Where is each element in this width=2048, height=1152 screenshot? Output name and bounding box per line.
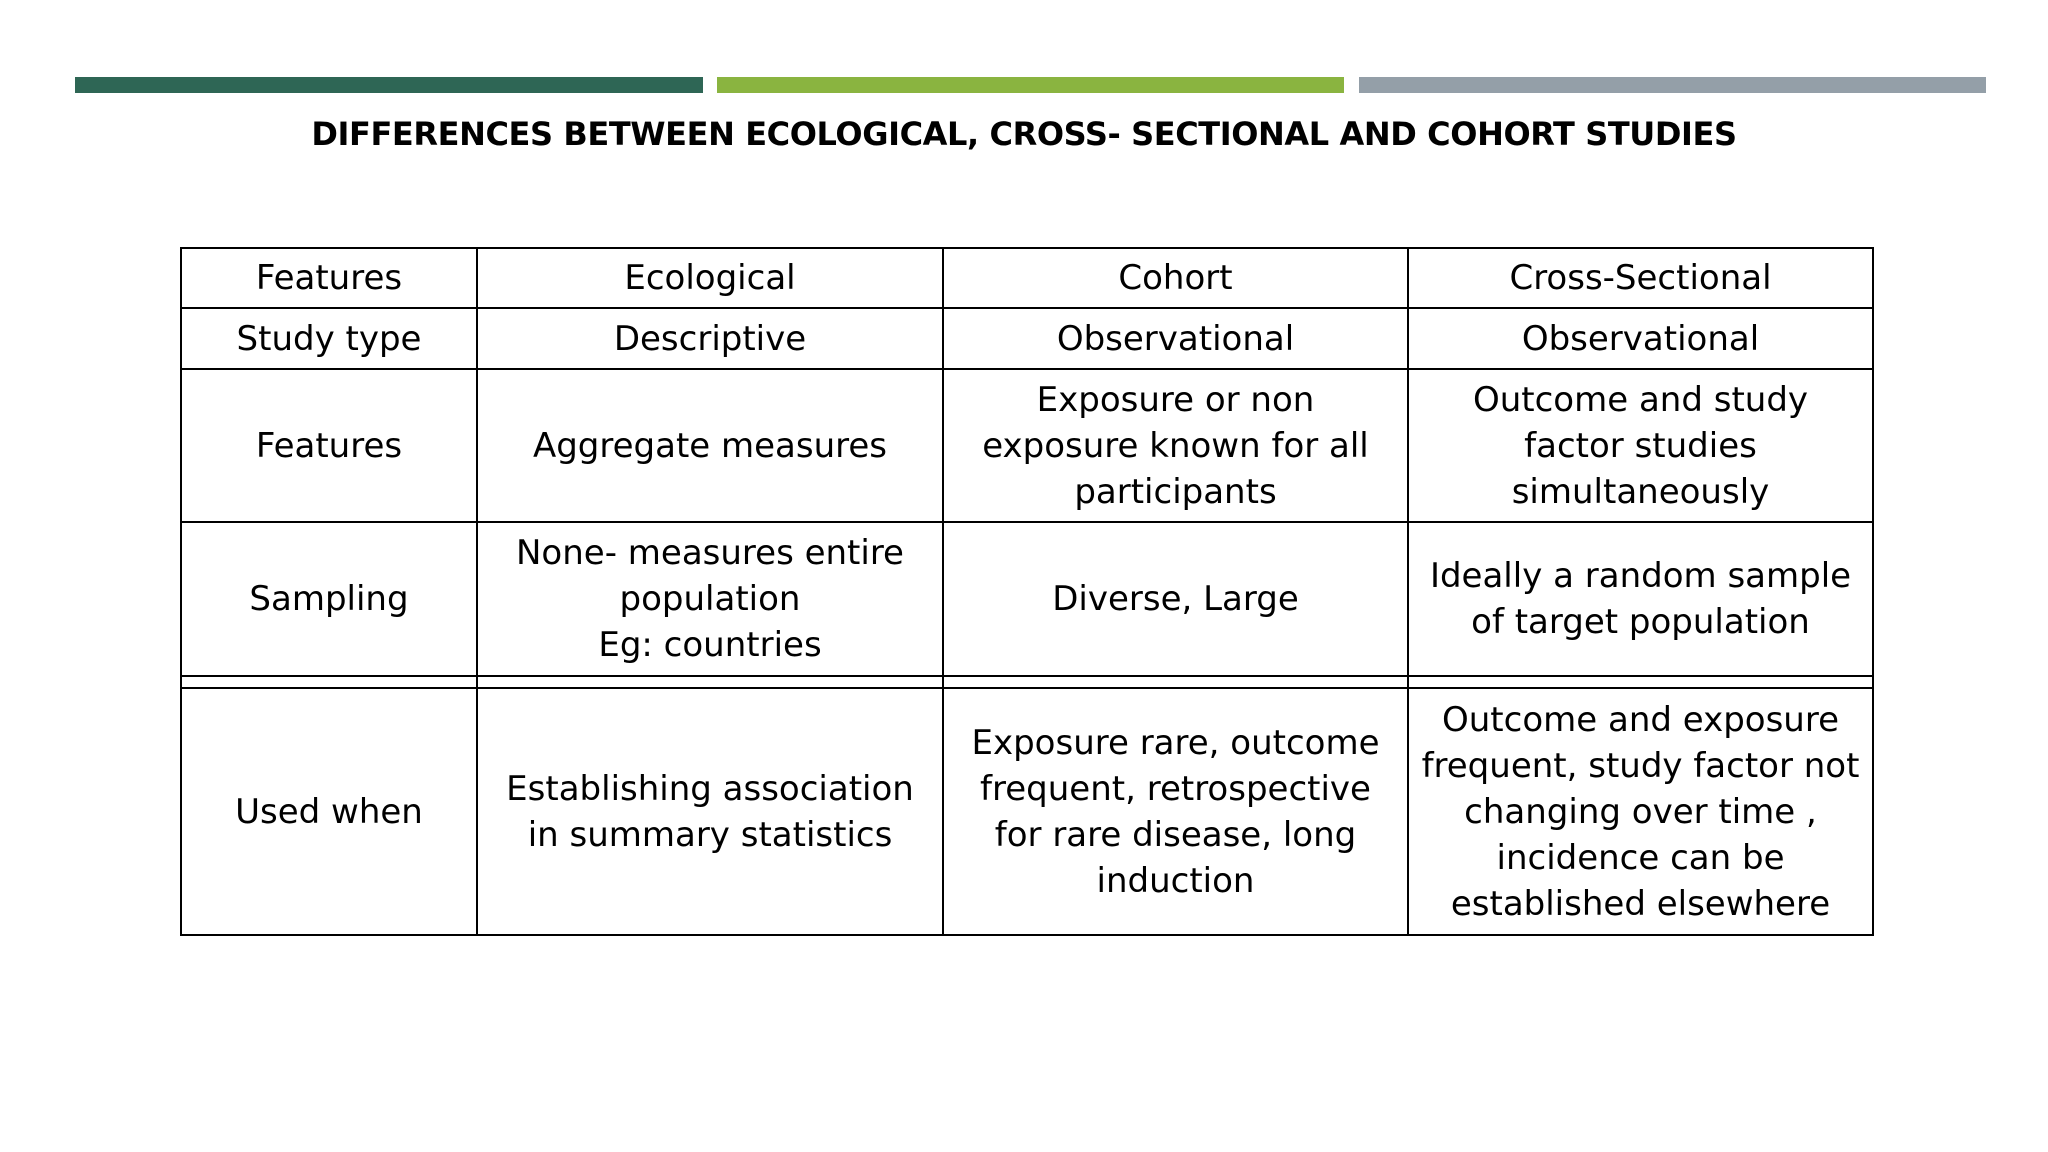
divider-cell <box>1408 676 1873 688</box>
cell-used-when-ecological <box>477 688 943 935</box>
cell-used-when-cross-sectional <box>1408 688 1873 935</box>
cell-used-when-cross-sectional-text: Outcome and exposure frequent, study factor not changing over time , incidence can be established elsewhere <box>1421 699 1860 924</box>
divider-cell <box>477 676 943 688</box>
row-label-used-when: Used when <box>181 688 477 935</box>
table-row-divider <box>181 676 1873 688</box>
cell-features-cohort-text: Exposure or non exposure known for all participants <box>982 379 1369 512</box>
row-label-features: Features <box>181 369 477 522</box>
cell-features-cross-sectional <box>1408 369 1873 522</box>
table-header-row <box>181 248 1873 308</box>
accent-bar-light-green <box>717 77 1344 93</box>
row-label-study-type: Study type <box>181 308 477 369</box>
header-cell-ecological: Ecological <box>477 248 943 308</box>
table-row-features <box>181 369 1873 522</box>
cell-study-type-cohort: Observational <box>943 308 1408 369</box>
cell-sampling-ecological-text: None- measures entire population Eg: countries <box>516 533 904 665</box>
row-label-sampling: Sampling <box>181 522 477 676</box>
table-row-used-when <box>181 688 1873 935</box>
cell-used-when-cohort-text: Exposure rare, outcome frequent, retrospective for rare disease, long induction <box>971 722 1380 901</box>
header-cell-features: Features <box>181 248 477 308</box>
header-cell-cohort: Cohort <box>943 248 1408 308</box>
cell-sampling-cross-sectional <box>1408 522 1873 676</box>
cell-used-when-ecological-text: Establishing association in summary statistics <box>506 768 914 855</box>
cell-features-cross-sectional-text: Outcome and study factor studies simultaneously <box>1472 379 1809 512</box>
cell-features-ecological: Aggregate measures <box>477 369 943 522</box>
cell-used-when-cohort <box>943 688 1408 935</box>
comparison-table-container <box>180 247 1872 942</box>
cell-sampling-ecological <box>477 522 943 676</box>
table-row-sampling <box>181 522 1873 676</box>
accent-bar-gray <box>1359 77 1986 93</box>
cell-study-type-cross-sectional: Observational <box>1408 308 1873 369</box>
divider-cell <box>943 676 1408 688</box>
header-cell-cross-sectional: Cross-Sectional <box>1408 248 1873 308</box>
cell-features-cohort <box>943 369 1408 522</box>
divider-cell <box>181 676 477 688</box>
comparison-table <box>180 247 1874 936</box>
cell-sampling-cross-sectional-text: Ideally a random sample of target population <box>1429 556 1852 642</box>
accent-bar-dark-green <box>75 77 703 93</box>
cell-study-type-ecological: Descriptive <box>477 308 943 369</box>
cell-sampling-cohort: Diverse, Large <box>943 522 1408 676</box>
slide-title: DIFFERENCES BETWEEN ECOLOGICAL, CROSS- SECTIONAL AND COHORT STUDIES <box>311 115 1737 153</box>
table-row-study-type <box>181 308 1873 369</box>
